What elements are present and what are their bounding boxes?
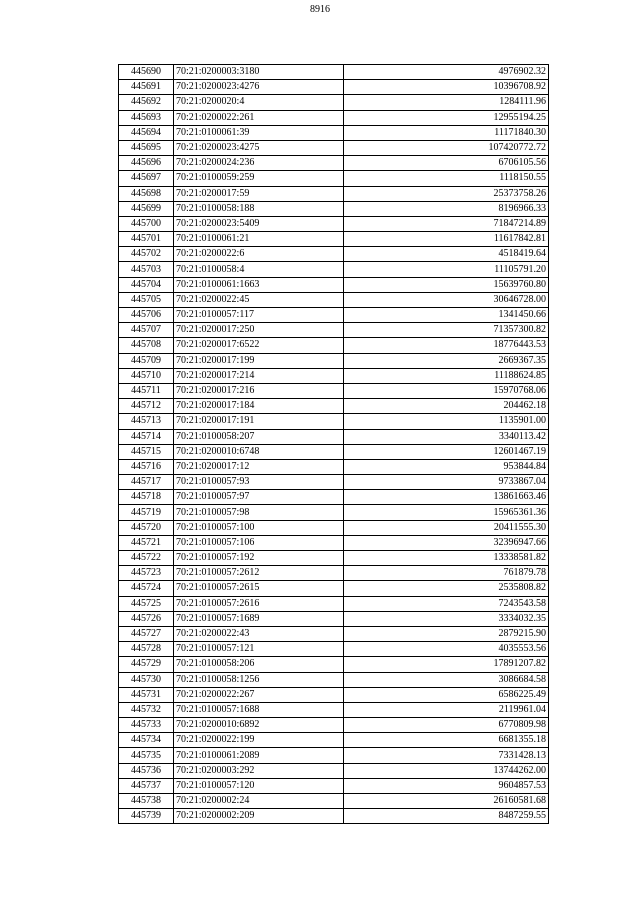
cadastral-number-cell: 70:21:0200017:12 xyxy=(174,459,344,474)
table-row xyxy=(119,429,549,444)
row-number-cell: 445699 xyxy=(119,201,174,216)
cadastral-value-cell: 71357300.82 xyxy=(344,323,549,338)
table-row xyxy=(119,794,549,809)
cadastral-value-cell: 2669367.35 xyxy=(344,353,549,368)
table-row xyxy=(119,156,549,171)
row-number-cell: 445731 xyxy=(119,687,174,702)
cadastral-value-cell: 10396708.92 xyxy=(344,80,549,95)
table-row xyxy=(119,672,549,687)
row-number-cell: 445700 xyxy=(119,216,174,231)
cadastral-number-cell: 70:21:0200010:6892 xyxy=(174,718,344,733)
cadastral-number-cell: 70:21:0200022:6 xyxy=(174,247,344,262)
row-number-cell: 445691 xyxy=(119,80,174,95)
cadastral-value-cell: 2879215.90 xyxy=(344,626,549,641)
row-number-cell: 445739 xyxy=(119,809,174,824)
row-number-cell: 445693 xyxy=(119,110,174,125)
cadastral-number-cell: 70:21:0100058:4 xyxy=(174,262,344,277)
cadastral-value-cell: 7331428.13 xyxy=(344,748,549,763)
cadastral-value-cell: 15639760.80 xyxy=(344,277,549,292)
cadastral-value-cell: 6706105.56 xyxy=(344,156,549,171)
table-row xyxy=(119,125,549,140)
row-number-cell: 445730 xyxy=(119,672,174,687)
row-number-cell: 445738 xyxy=(119,794,174,809)
cadastral-number-cell: 70:21:0100057:120 xyxy=(174,778,344,793)
table-row xyxy=(119,186,549,201)
row-number-cell: 445723 xyxy=(119,566,174,581)
table-row xyxy=(119,551,549,566)
cadastral-number-cell: 70:21:0200003:3180 xyxy=(174,65,344,80)
cadastral-number-cell: 70:21:0200022:267 xyxy=(174,687,344,702)
table-row xyxy=(119,490,549,505)
table-row xyxy=(119,687,549,702)
cadastral-value-cell: 1135901.00 xyxy=(344,414,549,429)
cadastral-value-cell: 1284111.96 xyxy=(344,95,549,110)
cadastral-value-cell: 4976902.32 xyxy=(344,65,549,80)
table-row xyxy=(119,809,549,824)
cadastral-number-cell: 70:21:0200017:216 xyxy=(174,383,344,398)
row-number-cell: 445711 xyxy=(119,383,174,398)
row-number-cell: 445706 xyxy=(119,308,174,323)
cadastral-number-cell: 70:21:0200022:45 xyxy=(174,292,344,307)
cadastral-number-cell: 70:21:0100061:21 xyxy=(174,232,344,247)
cadastral-value-cell: 8196966.33 xyxy=(344,201,549,216)
cadastral-value-cell: 15965361.36 xyxy=(344,505,549,520)
table-row xyxy=(119,520,549,535)
table-row xyxy=(119,232,549,247)
row-number-cell: 445704 xyxy=(119,277,174,292)
table-row xyxy=(119,581,549,596)
cadastral-number-cell: 70:21:0200023:4275 xyxy=(174,140,344,155)
cadastral-number-cell: 70:21:0100057:93 xyxy=(174,475,344,490)
table-row xyxy=(119,323,549,338)
cadastral-value-cell: 12955194.25 xyxy=(344,110,549,125)
row-number-cell: 445701 xyxy=(119,232,174,247)
cadastral-number-cell: 70:21:0200017:6522 xyxy=(174,338,344,353)
row-number-cell: 445698 xyxy=(119,186,174,201)
row-number-cell: 445725 xyxy=(119,596,174,611)
cadastral-number-cell: 70:21:0100057:121 xyxy=(174,642,344,657)
row-number-cell: 445713 xyxy=(119,414,174,429)
cadastral-number-cell: 70:21:0200003:292 xyxy=(174,763,344,778)
row-number-cell: 445737 xyxy=(119,778,174,793)
cadastral-value-cell: 8487259.55 xyxy=(344,809,549,824)
row-number-cell: 445736 xyxy=(119,763,174,778)
row-number-cell: 445733 xyxy=(119,718,174,733)
cadastral-number-cell: 70:21:0100058:206 xyxy=(174,657,344,672)
table-row xyxy=(119,778,549,793)
row-number-cell: 445707 xyxy=(119,323,174,338)
row-number-cell: 445712 xyxy=(119,399,174,414)
table-row xyxy=(119,414,549,429)
cadastral-value-cell: 107420772.72 xyxy=(344,140,549,155)
table-row xyxy=(119,733,549,748)
table-row xyxy=(119,110,549,125)
row-number-cell: 445727 xyxy=(119,626,174,641)
table-row xyxy=(119,308,549,323)
cadastral-number-cell: 70:21:0100057:117 xyxy=(174,308,344,323)
cadastral-number-cell: 70:21:0100058:1256 xyxy=(174,672,344,687)
table-row xyxy=(119,201,549,216)
row-number-cell: 445720 xyxy=(119,520,174,535)
cadastral-value-cell: 7243543.58 xyxy=(344,596,549,611)
cadastral-value-cell: 1118150.55 xyxy=(344,171,549,186)
cadastral-number-cell: 70:21:0100057:100 xyxy=(174,520,344,535)
cadastral-value-cell: 4518419.64 xyxy=(344,247,549,262)
table-row xyxy=(119,399,549,414)
table-row xyxy=(119,171,549,186)
row-number-cell: 445734 xyxy=(119,733,174,748)
cadastral-value-cell: 12601467.19 xyxy=(344,444,549,459)
row-number-cell: 445728 xyxy=(119,642,174,657)
row-number-cell: 445709 xyxy=(119,353,174,368)
row-number-cell: 445696 xyxy=(119,156,174,171)
table-row xyxy=(119,459,549,474)
cadastral-value-cell: 15970768.06 xyxy=(344,383,549,398)
cadastral-value-cell: 11188624.85 xyxy=(344,368,549,383)
cadastral-value-cell: 20411555.30 xyxy=(344,520,549,535)
cadastral-number-cell: 70:21:0200023:5409 xyxy=(174,216,344,231)
cadastral-value-cell: 3340113.42 xyxy=(344,429,549,444)
cadastral-number-cell: 70:21:0200022:261 xyxy=(174,110,344,125)
cadastral-value-cell: 204462.18 xyxy=(344,399,549,414)
cadastral-value-cell: 3086684.58 xyxy=(344,672,549,687)
cadastral-value-cell: 13744262.00 xyxy=(344,763,549,778)
row-number-cell: 445718 xyxy=(119,490,174,505)
table-row xyxy=(119,216,549,231)
cadastral-number-cell: 70:21:0100057:98 xyxy=(174,505,344,520)
row-number-cell: 445692 xyxy=(119,95,174,110)
table-row xyxy=(119,475,549,490)
table-row xyxy=(119,140,549,155)
cadastral-value-cell: 1341450.66 xyxy=(344,308,549,323)
cadastral-value-cell: 17891207.82 xyxy=(344,657,549,672)
table-row xyxy=(119,247,549,262)
table-row xyxy=(119,292,549,307)
cadastral-number-cell: 70:21:0100057:2616 xyxy=(174,596,344,611)
cadastral-value-cell: 11171840.30 xyxy=(344,125,549,140)
cadastral-value-cell: 18776443.53 xyxy=(344,338,549,353)
table-row xyxy=(119,262,549,277)
cadastral-number-cell: 70:21:0200022:199 xyxy=(174,733,344,748)
cadastral-number-cell: 70:21:0100058:207 xyxy=(174,429,344,444)
table-row xyxy=(119,642,549,657)
table-row xyxy=(119,277,549,292)
cadastral-number-cell: 70:21:0200022:43 xyxy=(174,626,344,641)
table-row xyxy=(119,338,549,353)
cadastral-number-cell: 70:21:0200023:4276 xyxy=(174,80,344,95)
cadastral-number-cell: 70:21:0100057:2612 xyxy=(174,566,344,581)
table-row xyxy=(119,383,549,398)
cadastral-number-cell: 70:21:0200017:214 xyxy=(174,368,344,383)
cadastral-number-cell: 70:21:0200017:191 xyxy=(174,414,344,429)
row-number-cell: 445714 xyxy=(119,429,174,444)
table-row xyxy=(119,535,549,550)
row-number-cell: 445735 xyxy=(119,748,174,763)
cadastral-number-cell: 70:21:0100058:188 xyxy=(174,201,344,216)
cadastral-number-cell: 70:21:0100061:2089 xyxy=(174,748,344,763)
cadastral-number-cell: 70:21:0100057:1688 xyxy=(174,702,344,717)
row-number-cell: 445716 xyxy=(119,459,174,474)
row-number-cell: 445724 xyxy=(119,581,174,596)
row-number-cell: 445715 xyxy=(119,444,174,459)
cadastral-value-cell: 11617842.81 xyxy=(344,232,549,247)
row-number-cell: 445729 xyxy=(119,657,174,672)
row-number-cell: 445690 xyxy=(119,65,174,80)
row-number-cell: 445722 xyxy=(119,551,174,566)
row-number-cell: 445695 xyxy=(119,140,174,155)
row-number-cell: 445705 xyxy=(119,292,174,307)
cadastral-value-cell: 761879.78 xyxy=(344,566,549,581)
table-row xyxy=(119,566,549,581)
table-row xyxy=(119,80,549,95)
cadastral-number-cell: 70:21:0100057:2615 xyxy=(174,581,344,596)
table-row xyxy=(119,748,549,763)
page-number: 8916 xyxy=(310,4,330,15)
row-number-cell: 445703 xyxy=(119,262,174,277)
table-body xyxy=(119,65,549,824)
cadastral-value-cell: 6586225.49 xyxy=(344,687,549,702)
row-number-cell: 445719 xyxy=(119,505,174,520)
cadastral-number-cell: 70:21:0100059:259 xyxy=(174,171,344,186)
cadastral-number-cell: 70:21:0200010:6748 xyxy=(174,444,344,459)
table-row xyxy=(119,718,549,733)
table-row xyxy=(119,353,549,368)
table-row xyxy=(119,596,549,611)
cadastral-number-cell: 70:21:0200017:59 xyxy=(174,186,344,201)
cadastral-number-cell: 70:21:0200017:199 xyxy=(174,353,344,368)
cadastral-value-cell: 13861663.46 xyxy=(344,490,549,505)
cadastral-number-cell: 70:21:0200017:250 xyxy=(174,323,344,338)
cadastral-value-cell: 9604857.53 xyxy=(344,778,549,793)
table-row xyxy=(119,95,549,110)
table-row xyxy=(119,611,549,626)
row-number-cell: 445710 xyxy=(119,368,174,383)
cadastral-number-cell: 70:21:0100061:39 xyxy=(174,125,344,140)
cadastral-number-cell: 70:21:0200002:24 xyxy=(174,794,344,809)
cadastral-value-cell: 953844.84 xyxy=(344,459,549,474)
row-number-cell: 445697 xyxy=(119,171,174,186)
table-row xyxy=(119,626,549,641)
row-number-cell: 445702 xyxy=(119,247,174,262)
cadastral-value-cell: 6770809.98 xyxy=(344,718,549,733)
cadastral-value-cell: 2119961.04 xyxy=(344,702,549,717)
table-row xyxy=(119,657,549,672)
table-row xyxy=(119,763,549,778)
cadastral-value-cell: 26160581.68 xyxy=(344,794,549,809)
cadastral-number-cell: 70:21:0200024:236 xyxy=(174,156,344,171)
cadastral-number-cell: 70:21:0100057:1689 xyxy=(174,611,344,626)
cadastral-value-cell: 30646728.00 xyxy=(344,292,549,307)
table-row xyxy=(119,368,549,383)
cadastral-value-cell: 9733867.04 xyxy=(344,475,549,490)
cadastral-value-table xyxy=(118,64,549,824)
cadastral-value-cell: 2535808.82 xyxy=(344,581,549,596)
row-number-cell: 445717 xyxy=(119,475,174,490)
cadastral-number-cell: 70:21:0200020:4 xyxy=(174,95,344,110)
cadastral-value-cell: 71847214.89 xyxy=(344,216,549,231)
cadastral-value-cell: 6681355.18 xyxy=(344,733,549,748)
cadastral-value-cell: 11105791.20 xyxy=(344,262,549,277)
cadastral-number-cell: 70:21:0100057:106 xyxy=(174,535,344,550)
cadastral-value-cell: 3334032.35 xyxy=(344,611,549,626)
cadastral-value-cell: 32396947.66 xyxy=(344,535,549,550)
cadastral-number-cell: 70:21:0200002:209 xyxy=(174,809,344,824)
row-number-cell: 445708 xyxy=(119,338,174,353)
cadastral-value-cell: 13338581.82 xyxy=(344,551,549,566)
table-row xyxy=(119,444,549,459)
cadastral-number-cell: 70:21:0100057:97 xyxy=(174,490,344,505)
row-number-cell: 445694 xyxy=(119,125,174,140)
table-row xyxy=(119,505,549,520)
cadastral-number-cell: 70:21:0200017:184 xyxy=(174,399,344,414)
table-row xyxy=(119,65,549,80)
cadastral-value-cell: 25373758.26 xyxy=(344,186,549,201)
table-row xyxy=(119,702,549,717)
row-number-cell: 445721 xyxy=(119,535,174,550)
cadastral-number-cell: 70:21:0100061:1663 xyxy=(174,277,344,292)
cadastral-value-cell: 4035553.56 xyxy=(344,642,549,657)
cadastral-number-cell: 70:21:0100057:192 xyxy=(174,551,344,566)
row-number-cell: 445726 xyxy=(119,611,174,626)
row-number-cell: 445732 xyxy=(119,702,174,717)
